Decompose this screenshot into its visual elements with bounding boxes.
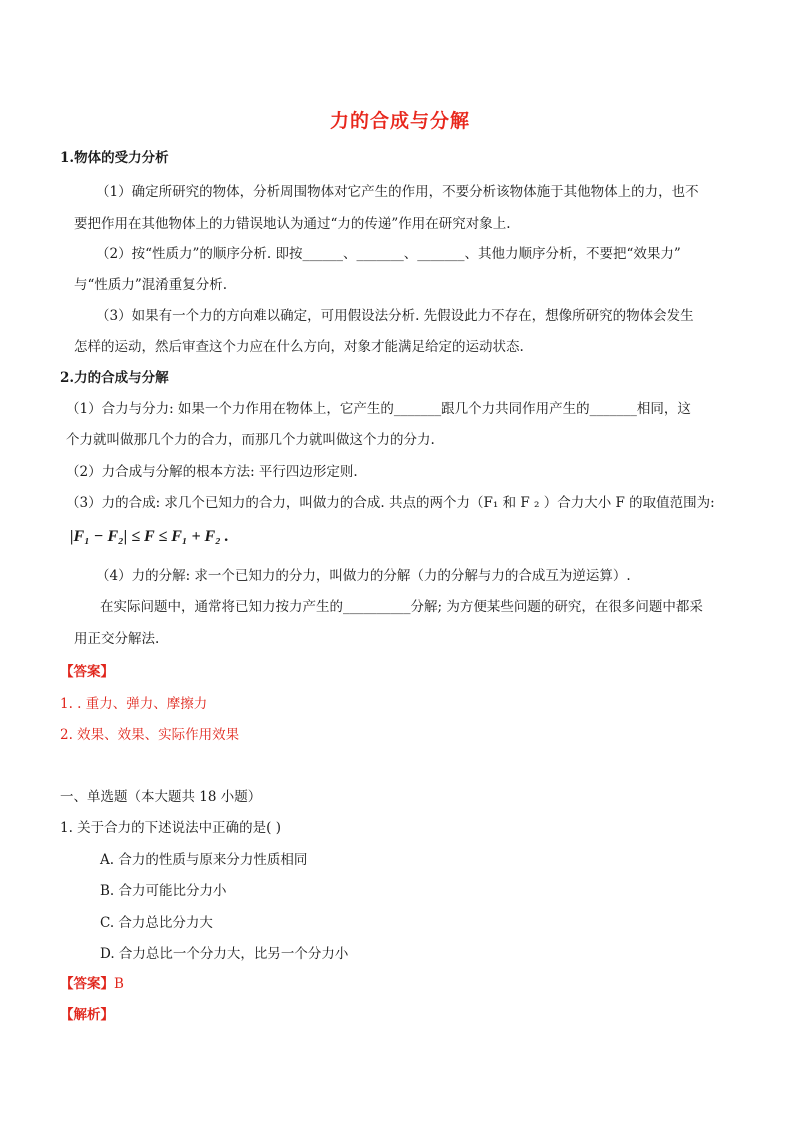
section1-p1-line2: 要把作用在其他物体上的力错误地认为通过“力的传递”作用在研究对象上. [74,216,511,232]
section2-heading: 2.力的合成与分解 [60,370,169,386]
page-title: 力的合成与分解 [329,110,470,132]
option-c: C. 合力总比分力大 [100,915,213,931]
option-a: A. 合力的性质与原来分力性质相同 [100,852,308,868]
section1-p2-line2: 与“性质力”混淆重复分析. [74,277,228,293]
section2-p1-line1: （1）合力与分力: 如果一个力作用在物体上，它产生的_______跟几个力共同作用产生的_______相同，这 [66,401,691,417]
section2-p5-line1: 在实际问题中，通常将已知力按力产生的__________分解; 为方便某些问题的研究，在很多问题中都采 [100,599,703,615]
section1-heading: 1.物体的受力分析 [60,150,169,166]
section2-p3: （3）力的合成: 求几个已知力的合力，叫做力的合成. 共点的两个力（F₁ 和 F ₂ ）合力大小 F 的取值范围为: [66,495,715,511]
answer-label: 【答案】 [60,664,114,680]
question-answer-value: B [114,976,124,992]
answer-line-1: 1. . 重力、弹力、摩擦力 [60,696,208,712]
section1-p3-line1: （3）如果有一个力的方向难以确定，可用假设法分析. 先假设此力不存在，想像所研究的物体会发生 [96,308,694,324]
exercise-section-heading: 一、单选题（本大题共 18 小题） [60,789,262,805]
section2-p2: （2）力合成与分解的根本方法: 平行四边形定则. [66,464,358,480]
section2-p4: （4）力的分解: 求一个已知力的分力，叫做力的分解（力的分解与力的合成互为逆运算）. [96,568,631,584]
section2-p1-line2: 个力就叫做那几个力的合力，而那几个力就叫做这个力的分力. [66,432,435,448]
section1-p2-line1: （2）按“性质力”的顺序分析. 即按______、_______、_______、其他力顺序分析，不要把“效果力” [96,246,681,262]
section1-p1-line1: （1）确定所研究的物体，分析周围物体对它产生的作用，不要分析该物体施于其他物体上的力，也不 [96,184,699,200]
option-d: D. 合力总比一个分力大，比另一个分力小 [100,946,349,962]
section2-p5-line2: 用正交分解法. [74,631,160,647]
force-range-formula: |F₁ − F₂| ≤ F ≤ F₁ + F₂ . [70,528,229,545]
question-answer [60,975,124,993]
question-1: 1. 关于合力的下述说法中正确的是( ) [60,820,281,836]
question-answer-label: 【答案】 [60,976,114,992]
section1-p3-line2: 怎样的运动，然后审查这个力应在什么方向，对象才能满足给定的运动状态. [74,339,524,355]
option-b: B. 合力可能比分力小 [100,883,227,899]
answer-line-2: 2. 效果、效果、实际作用效果 [60,727,240,743]
analysis-label: 【解析】 [60,1007,114,1023]
